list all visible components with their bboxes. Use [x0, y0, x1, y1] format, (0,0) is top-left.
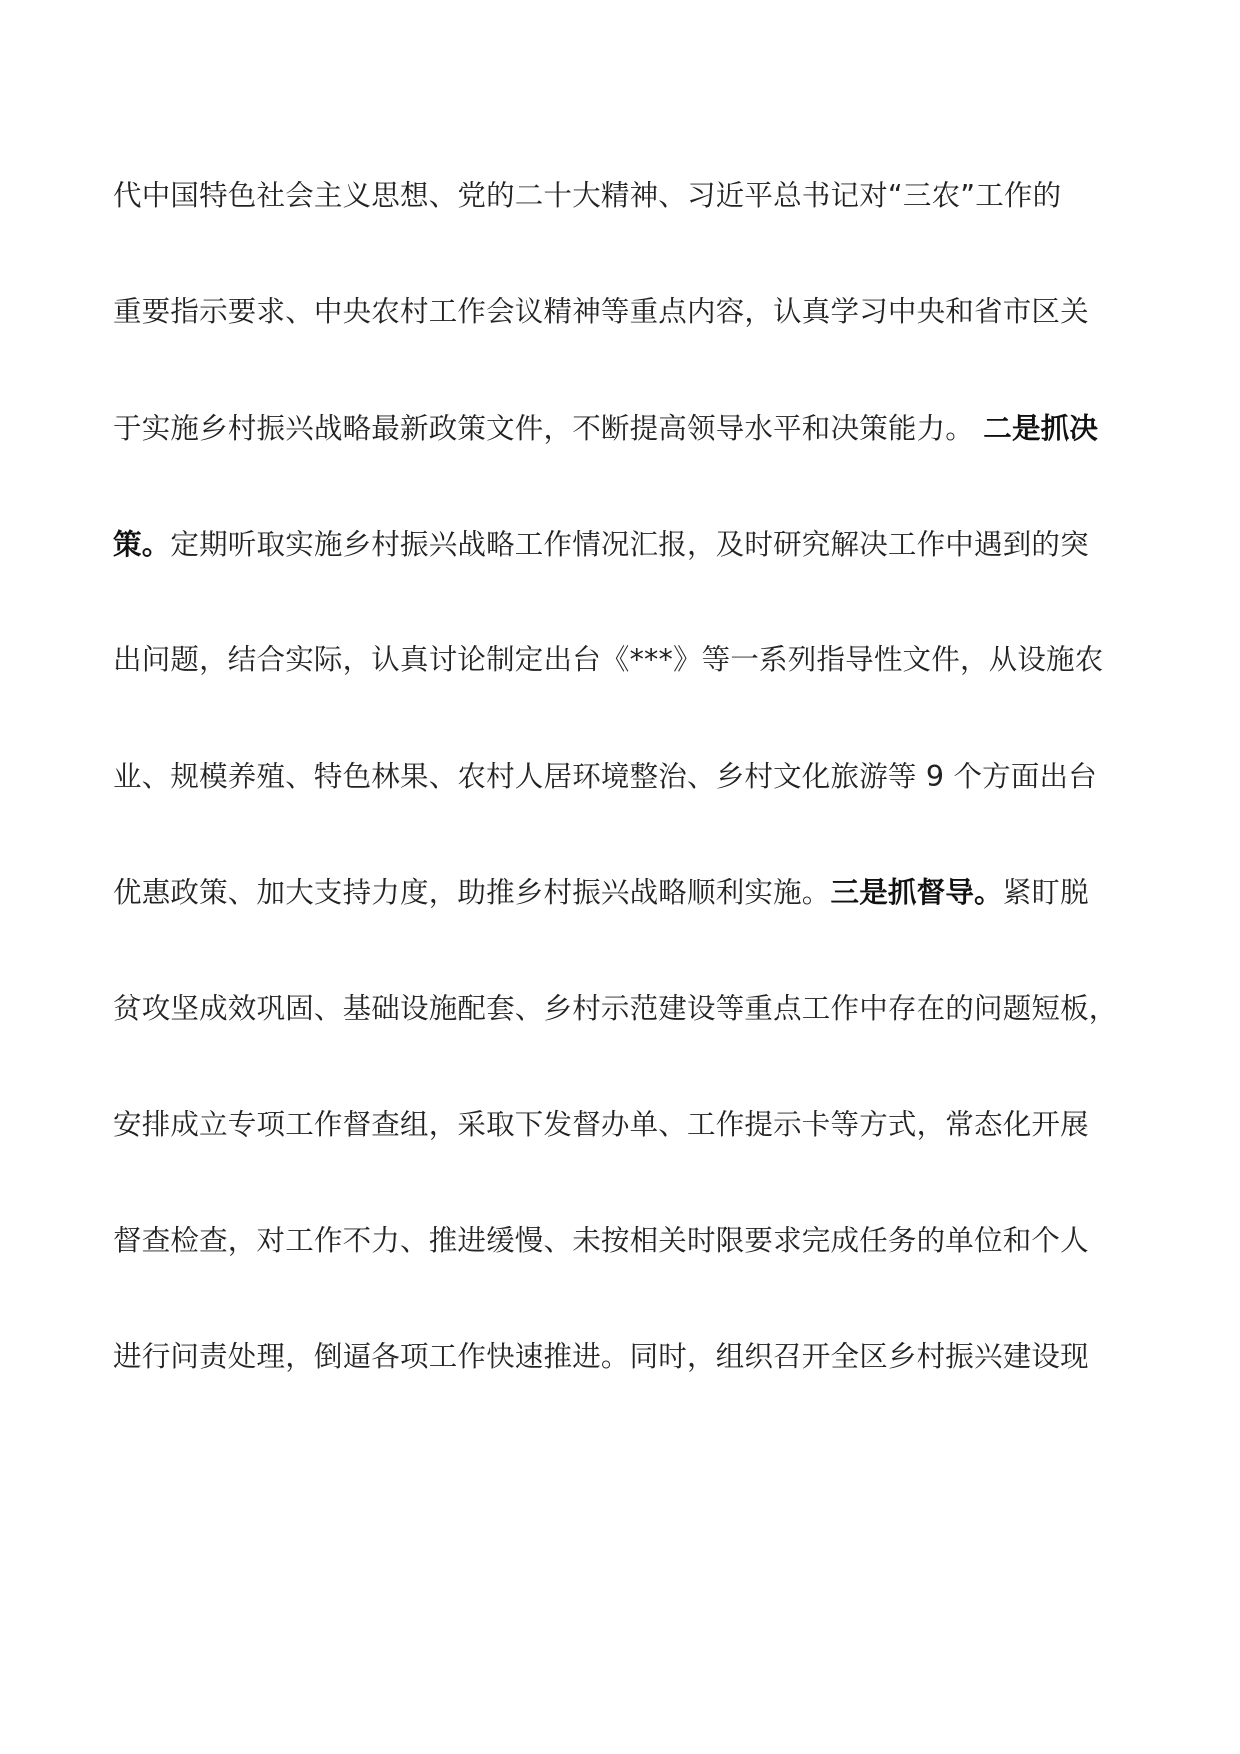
line-text: 业、规模养殖、特色林果、农村人居环境整治、乡村文化旅游等 9 个方面出台	[113, 760, 1097, 793]
line-text: 安排成立专项工作督查组，采取下发督办单、工作提示卡等方式，常态化开展	[113, 1108, 1089, 1141]
paragraph-line-7	[113, 873, 1143, 913]
paragraph-line-11	[113, 1337, 1143, 1377]
bold-heading-3: 三是抓督导。	[830, 876, 1003, 909]
paragraph-line-10	[113, 1221, 1143, 1261]
line-text: 督查检查，对工作不力、推进缓慢、未按相关时限要求完成任务的单位和个人	[113, 1224, 1089, 1257]
line-text-tail: 紧盯脱	[1002, 876, 1089, 909]
paragraph-line-1	[113, 176, 1143, 216]
line-text: 定期听取实施乡村振兴战略工作情况汇报，及时研究解决工作中遇到的突	[170, 528, 1089, 561]
line-text: 贫攻坚成效巩固、基础设施配套、乡村示范建设等重点工作中存在的问题短板，	[113, 992, 1118, 1025]
bold-heading-2-end: 策。	[113, 528, 171, 561]
line-text: 重要指示要求、中央农村工作会议精神等重点内容，认真学习中央和省市区关	[113, 295, 1089, 328]
paragraph-line-2	[113, 292, 1143, 332]
bold-heading-2: 二是抓决	[983, 412, 1099, 445]
line-text: 代中国特色社会主义思想、党的二十大精神、习近平总书记对“三农”工作的	[113, 179, 1062, 212]
paragraph-line-6	[113, 757, 1143, 797]
line-text: 优惠政策、加大支持力度，助推乡村振兴战略顺利实施。	[113, 876, 831, 909]
paragraph-line-8	[113, 989, 1143, 1029]
paragraph-line-4	[113, 525, 1143, 565]
paragraph-line-9	[113, 1105, 1143, 1145]
line-text: 于实施乡村振兴战略最新政策文件，不断提高领导水平和决策能力。	[113, 412, 975, 445]
line-text: 进行问责处理，倒逼各项工作快速推进。同时，组织召开全区乡村振兴建设现	[113, 1340, 1089, 1373]
line-text: 出问题，结合实际，认真讨论制定出台《***》等一系列指导性文件，从设施农	[113, 643, 1104, 676]
paragraph-line-5	[113, 640, 1143, 680]
paragraph-line-3	[113, 409, 1143, 449]
